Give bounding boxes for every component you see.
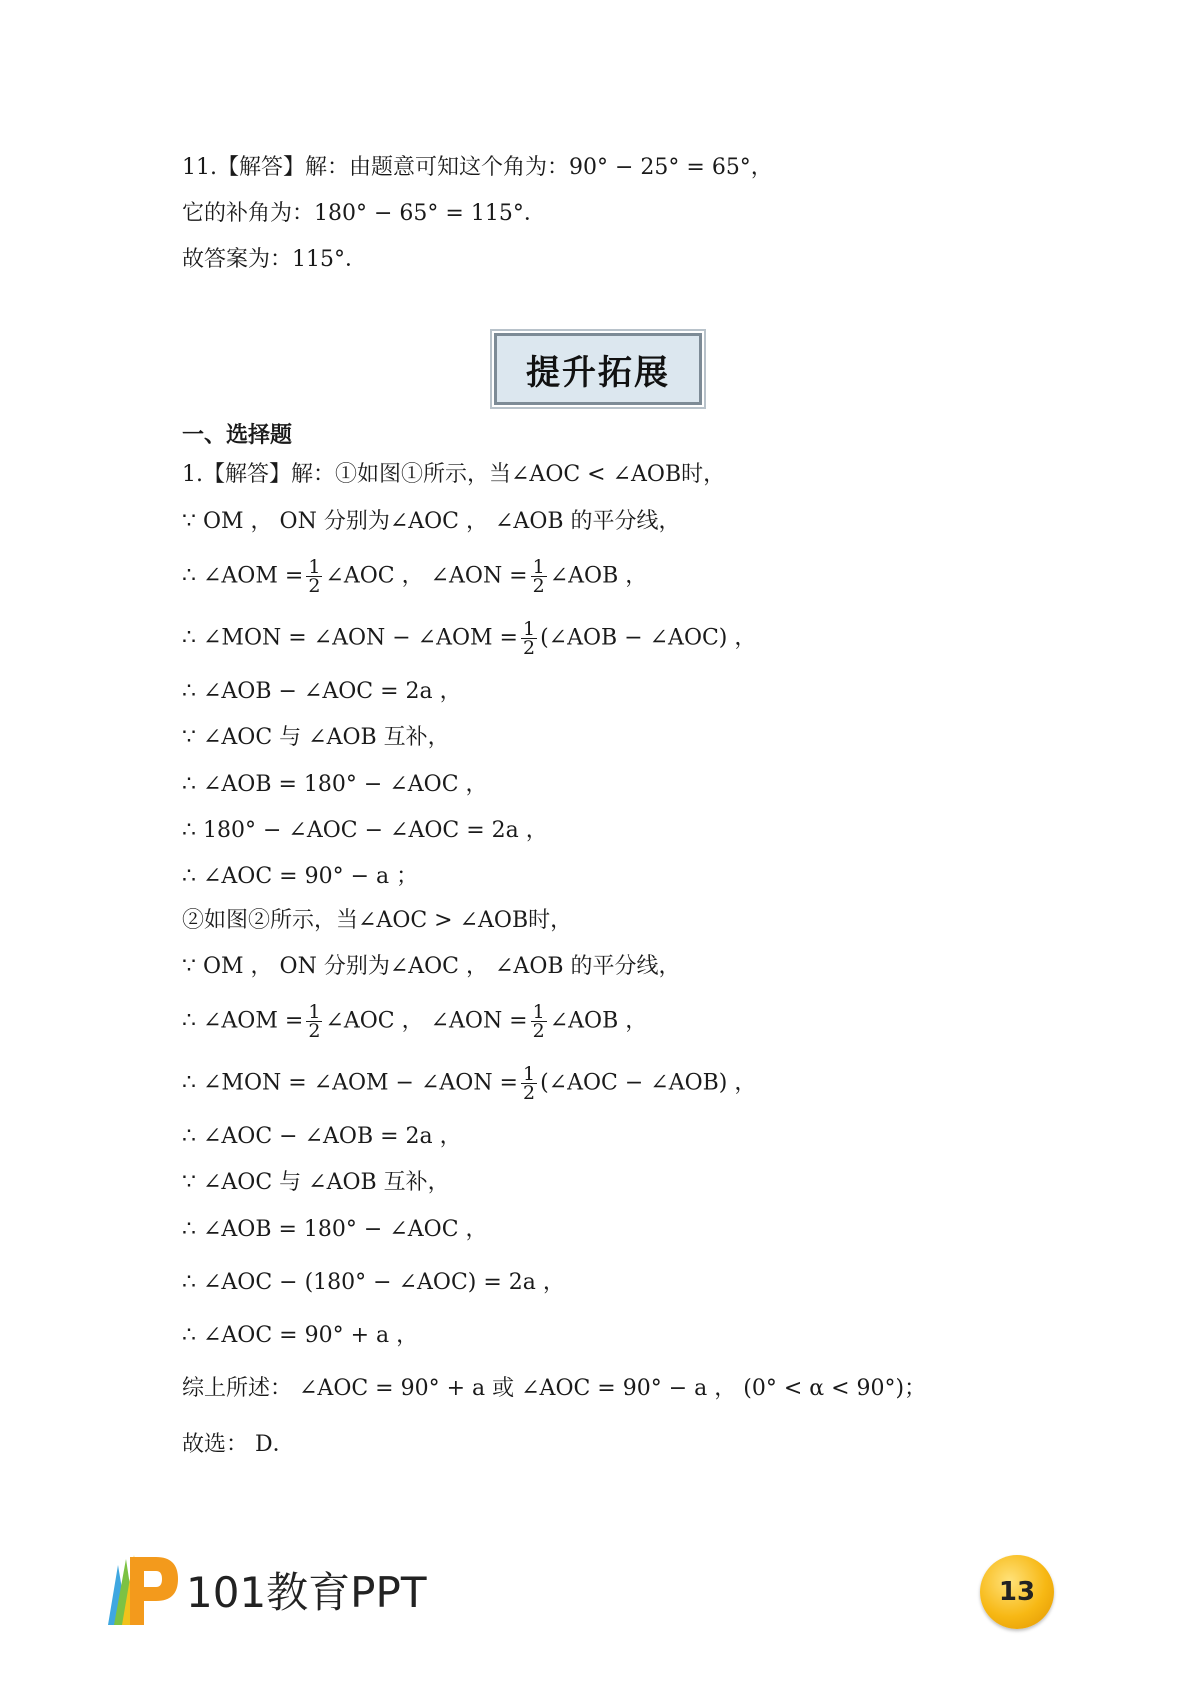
q1-line-4-part-b: (∠AOB − ∠AOC) ，	[540, 625, 757, 651]
q1-line-14: ∴ ∠AOC − ∠AOB = 2a ，	[182, 1124, 462, 1149]
q1-line-6: ∵ ∠AOC 与 ∠AOB 互补，	[182, 725, 450, 750]
q1-line-15: ∵ ∠AOC 与 ∠AOB 互补，	[182, 1170, 450, 1195]
q1-line-4-part-a: ∴ ∠MON = ∠AON − ∠AOM =	[182, 625, 518, 651]
section-heading: 一、选择题	[182, 423, 293, 448]
q1-line-3	[182, 558, 647, 595]
brand-logo-icon	[100, 1547, 180, 1627]
q1-line-3-part-c: ∠AOB ，	[549, 563, 648, 589]
q1-line-2: ∵ OM ， ON 分别为∠AOC ， ∠AOB 的平分线，	[182, 509, 681, 534]
q1-line-10: ②如图②所示，当∠AOC > ∠AOB时，	[182, 908, 573, 933]
page-number-badge	[980, 1555, 1054, 1629]
q1-line-13	[182, 1065, 756, 1102]
brand-name: 101教育PPT	[186, 1568, 427, 1617]
fraction-half: $\frac{1}{2}$	[532, 1001, 545, 1042]
fraction-half: $\frac{1}{2}$	[532, 556, 545, 597]
q1-line-18: ∴ ∠AOC = 90° + a ，	[182, 1323, 419, 1348]
q11-line-1: 11.【解答】解：由题意可知这个角为：90° − 25° = 65°，	[182, 155, 773, 180]
q1-line-12	[182, 1003, 647, 1040]
q1-line-5: ∴ ∠AOB − ∠AOC = 2a ，	[182, 679, 462, 704]
q1-line-4	[182, 620, 756, 657]
q1-line-3-part-b: ∠AOC ， ∠AON =	[325, 563, 528, 589]
q1-line-20: 故选： D．	[182, 1432, 295, 1457]
q1-line-9: ∴ ∠AOC = 90° − a ；	[182, 864, 419, 889]
q1-line-12-part-a: ∴ ∠AOM =	[182, 1008, 304, 1034]
q1-line-12-part-b: ∠AOC ， ∠AON =	[325, 1008, 528, 1034]
q1-line-13-part-a: ∴ ∠MON = ∠AOM − ∠AON =	[182, 1070, 518, 1096]
q1-line-7: ∴ ∠AOB = 180° − ∠AOC ，	[182, 772, 488, 797]
fraction-half: $\frac{1}{2}$	[523, 618, 536, 659]
q1-line-12-part-c: ∠AOB ，	[549, 1008, 648, 1034]
q1-line-17: ∴ ∠AOC − (180° − ∠AOC) = 2a ，	[182, 1270, 565, 1295]
q11-line-2: 它的补角为：180° − 65° = 115°．	[182, 201, 546, 226]
q1-line-13-part-b: (∠AOC − ∠AOB) ，	[540, 1070, 757, 1096]
q1-line-8: ∴ 180° − ∠AOC − ∠AOC = 2a ，	[182, 818, 548, 843]
fraction-half: $\frac{1}{2}$	[308, 1001, 321, 1042]
q1-line-19: 综上所述： ∠AOC = 90° + a 或 ∠AOC = 90° − a ， (0° < α < 90°)；	[182, 1376, 927, 1401]
q1-line-1: 1.【解答】解：①如图①所示，当∠AOC < ∠AOB时，	[182, 462, 726, 487]
q11-line-3: 故答案为：115°．	[182, 247, 367, 272]
section-title: 提升拓展	[526, 352, 670, 393]
page-number: 13	[998, 1577, 1036, 1607]
q1-line-3-part-a: ∴ ∠AOM =	[182, 563, 304, 589]
fraction-half: $\frac{1}{2}$	[523, 1063, 536, 1104]
q1-line-11: ∵ OM ， ON 分别为∠AOC ， ∠AOB 的平分线，	[182, 954, 681, 979]
fraction-half: $\frac{1}{2}$	[308, 556, 321, 597]
q1-line-16: ∴ ∠AOB = 180° − ∠AOC ，	[182, 1217, 488, 1242]
section-title-box	[494, 333, 702, 405]
